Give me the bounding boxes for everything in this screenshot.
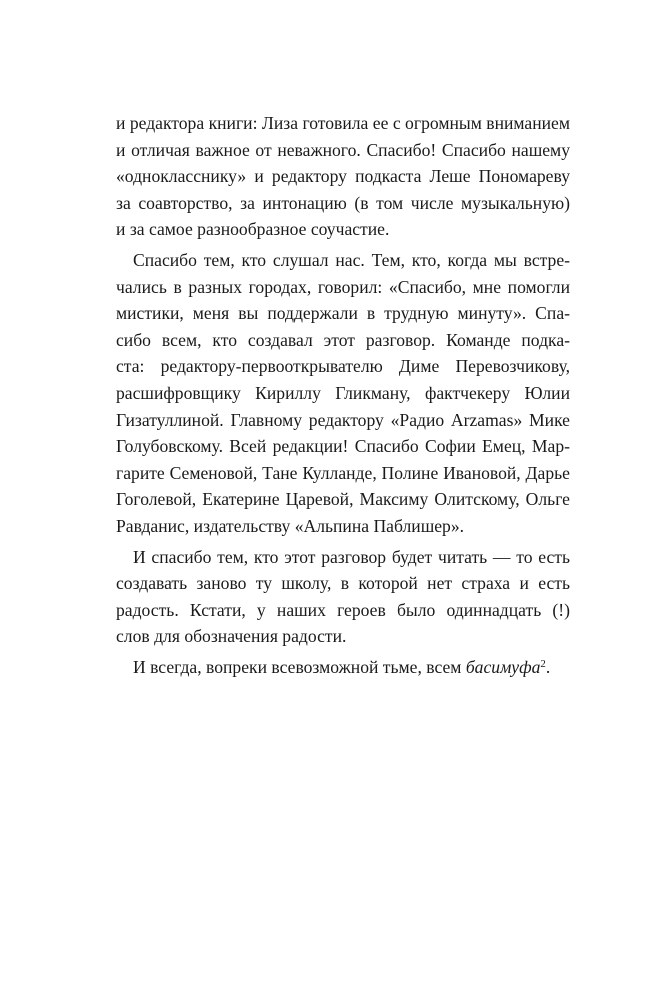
text-line: радость. Кстати, у наших героев было одиннадцать (!) bbox=[116, 599, 570, 620]
italic-word: басимуфа bbox=[465, 656, 541, 677]
line-text: И всегда, вопреки всевозможной тьме, всем bbox=[133, 656, 466, 677]
text-line: расшифровщику Кириллу Гликману, фактчекеру Юлии bbox=[116, 382, 570, 403]
text-line: гарите Семеновой, Тане Кулланде, Полине Ивановой, Дарье bbox=[116, 462, 570, 483]
text-line: Голубовскому. Всей редакции! Спасибо Софии Емец, Мар- bbox=[116, 436, 570, 457]
paragraph bbox=[116, 544, 570, 650]
text-line: создавать заново ту школу, в которой нет страха и есть bbox=[116, 573, 570, 594]
text-line: чались в разных городах, говорил: «Спасибо, мне помогли bbox=[116, 276, 570, 297]
text-line: Спасибо тем, кто слушал нас. Тем, кто, когда мы встре- bbox=[133, 249, 570, 270]
text-line: Гоголевой, Екатерине Царевой, Максиму Олитскому, Ольге bbox=[116, 489, 570, 510]
paragraph bbox=[116, 247, 570, 540]
text-line: ста: редактору-первооткрывателю Диме Перевозчикову, bbox=[116, 356, 570, 377]
footnote-marker[interactable]: 2 bbox=[540, 657, 546, 670]
text-line: и отличая важное от неважного. Спасибо! Спасибо нашему bbox=[116, 139, 570, 160]
paragraph bbox=[116, 110, 570, 243]
text-line: мистики, меня вы поддержали в трудную минуту». Спа- bbox=[116, 303, 570, 324]
text-line: и за самое разнообразное соучастие. bbox=[116, 219, 390, 240]
text-line: «однокласснику» и редактору подкаста Леше Пономареву bbox=[116, 166, 570, 187]
text-line: И спасибо тем, кто этот разговор будет читать — то есть bbox=[133, 546, 570, 567]
text-line: сибо всем, кто создавал этот разговор. Команде подка- bbox=[116, 329, 570, 350]
text-line: и редактора книги: Лиза готовила ее с огромным вниманием bbox=[116, 113, 570, 133]
text-line bbox=[116, 654, 570, 681]
line-text: . bbox=[545, 656, 551, 677]
paragraph bbox=[116, 654, 570, 681]
body-text bbox=[116, 110, 570, 680]
text-line: слов для обозначения радости. bbox=[116, 626, 347, 647]
text-line: за соавторство, за интонацию (в том числе музыкальную) bbox=[116, 192, 570, 213]
text-line: Гизатуллиной. Главному редактору «Радио Arzamas» Мике bbox=[116, 409, 570, 430]
text-line: Равданис, издательству «Альпина Паблишер». bbox=[116, 515, 465, 536]
